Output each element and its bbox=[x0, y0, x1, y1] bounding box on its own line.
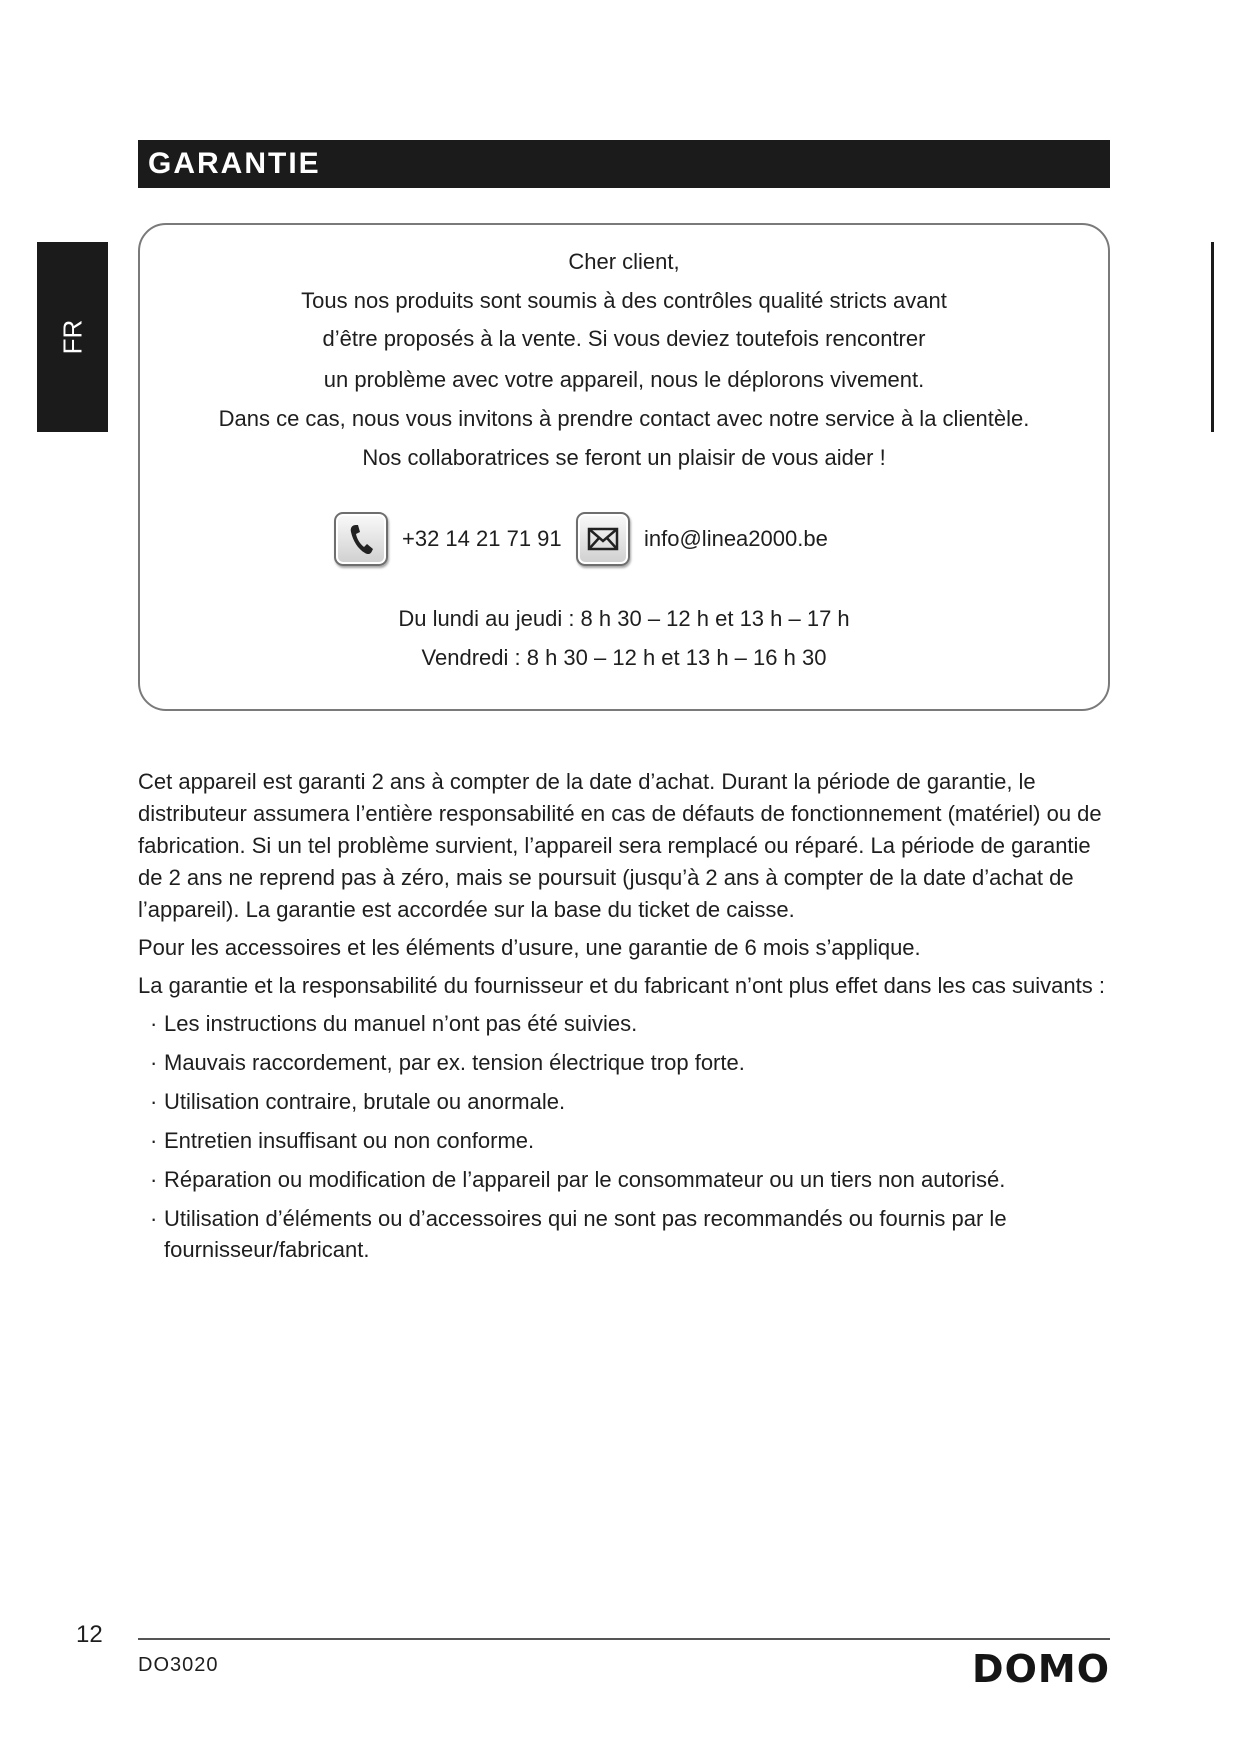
hours-line: Du lundi au jeudi : 8 h 30 – 12 h et 13 h – 17 h bbox=[398, 606, 850, 631]
hours-line: Vendredi : 8 h 30 – 12 h et 13 h – 16 h 30 bbox=[421, 645, 827, 670]
phone-icon bbox=[334, 512, 388, 566]
exclusion-list bbox=[138, 1008, 1113, 1265]
page-number: 12 bbox=[76, 1621, 103, 1648]
list-item: · Utilisation d’éléments ou d’accessoires qui ne sont pas recommandés ou fournis par le fournisseur/fabricant. bbox=[138, 1203, 1113, 1265]
contact-text-line: Nos collaboratrices se feront un plaisir de vous aider ! bbox=[362, 445, 886, 470]
phone-number[interactable]: +32 14 21 71 91 bbox=[402, 526, 562, 551]
contact-text-line: un problème avec votre appareil, nous le déplorons vivement. bbox=[323, 367, 925, 392]
model-number: DO3020 bbox=[138, 1654, 219, 1676]
list-item: · Utilisation contraire, brutale ou anormale. bbox=[138, 1086, 1113, 1117]
envelope-icon bbox=[576, 512, 630, 566]
list-item: · Réparation ou modification de l’appareil par le consommateur ou un tiers non autorisé. bbox=[138, 1164, 1113, 1195]
contact-text-line: Dans ce cas, nous vous invitons à prendre contact avec notre service à la clientèle. bbox=[218, 406, 1030, 431]
contact-box bbox=[138, 223, 1110, 711]
list-item: · Mauvais raccordement, par ex. tension électrique trop forte. bbox=[138, 1047, 1113, 1078]
footer-divider bbox=[138, 1638, 1110, 1640]
warranty-body bbox=[138, 766, 1113, 1273]
email-address[interactable]: info@linea2000.be bbox=[644, 526, 828, 551]
contact-text-line: d’être proposés à la vente. Si vous deviez toutefois rencontrer bbox=[322, 326, 926, 351]
brand-logo: DOMO bbox=[972, 1647, 1110, 1691]
greeting-line: Cher client, bbox=[568, 249, 680, 274]
margin-rule bbox=[1211, 242, 1214, 432]
warranty-paragraph: La garantie et la responsabilité du fournisseur et du fabricant n’ont plus effet dans les cas suivants : bbox=[138, 973, 1105, 998]
language-label: FR bbox=[57, 319, 87, 355]
list-item: · Les instructions du manuel n’ont pas été suivies. bbox=[138, 1008, 1113, 1039]
warranty-paragraph: Pour les accessoires et les éléments d’usure, une garantie de 6 mois s’applique. bbox=[138, 935, 921, 960]
list-item: · Entretien insuffisant ou non conforme. bbox=[138, 1125, 1113, 1156]
language-tab bbox=[37, 242, 108, 432]
warranty-paragraph: Cet appareil est garanti 2 ans à compter de la date d’achat. Durant la période de garantie, le distributeur assumera l’entière responsabilité en cas de défauts de fonctionnement (matériel) ou de fabrication. Si un tel problème survient, l’appareil sera remplacé ou réparé. La période de garantie de 2 ans ne reprend pas à zéro, mais se poursuit (jusqu’à 2 ans à compter de la date d’achat de l’appareil). La garantie est accordée sur la base du ticket de caisse. bbox=[138, 769, 1102, 922]
contact-text-line: Tous nos produits sont soumis à des contrôles qualité stricts avant bbox=[301, 288, 947, 313]
section-title: GARANTIE bbox=[138, 140, 1110, 188]
